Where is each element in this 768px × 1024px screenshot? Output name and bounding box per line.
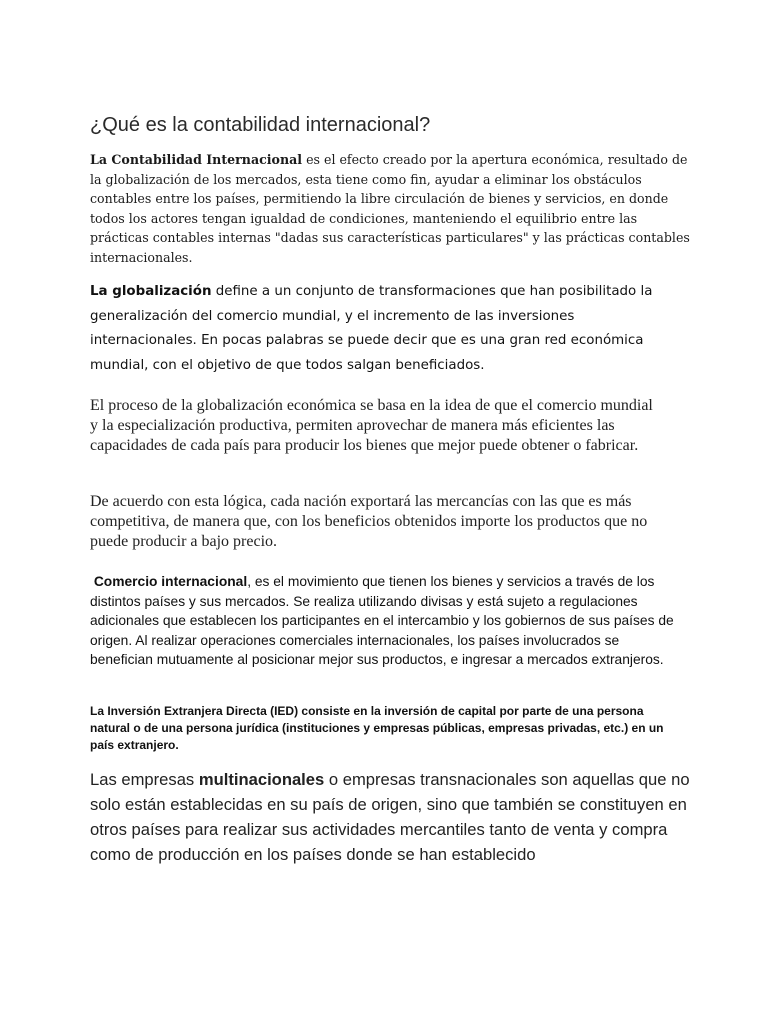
paragraph-inversion-extranjera: La Inversión Extranjera Directa (IED) consiste en la inversión de capital por parte de una persona natural o de una persona jurídica (instituciones y empresas públicas, empresas privadas, etc.) en un país extranjero. [90,704,664,752]
term-contabilidad-internacional: La Contabilidad Internacional [90,152,303,167]
paragraph-text: es el efecto creado por la apertura económica, resultado de la globalización de los mercados, esta tiene como fin, ayudar a eliminar los obstáculos contables entre los países, permitiendo la libre circulación de bienes y servicios, en donde todos los actores tengan igualdad de condiciones, manteniendo el equilibrio entre las prácticas contables internas "dadas sus características particulares" y las prácticas contables internacionales. [90,152,690,265]
page-title: ¿Qué es la contabilidad internacional? [90,114,431,136]
paragraph-multinacionales [90,767,690,867]
term-comercio-internacional: Comercio internacional [93,574,248,589]
paragraph-text-before: Las empresas [90,770,199,789]
paragraph-comercio-internacional [90,572,680,670]
term-globalizacion: La globalización [90,284,212,299]
paragraph-text: , es el movimiento que tienen los bienes y servicios a través de los distintos países y sus mercados. Se realiza utilizando divisas y está sujeto a regulaciones adicionales que establecen los participantes en el intercambio y los gobiernos de sus países de origen. Al realizar operaciones comerciales internacionales, los países involucrados se benefician mutuamente al posicionar mejor sus productos, e ingresar a mercados extranjeros. [90,574,674,667]
paragraph-text: define a un conjunto de transformaciones que han posibilitado la generalización del comercio mundial, y el incremento de las inversiones internacionales. En pocas palabras se puede decir que es una gran red económica mundial, con el objetivo de que todos salgan beneficiados. [90,284,653,373]
paragraph-proceso-globalizacion: El proceso de la globalización económica se basa en la idea de que el comercio mundial y la especialización productiva, permiten aprovechar de manera más eficientes las capacidades de cada país para producir los bienes que mejor puede obtener o fabricar. [90,397,653,454]
term-multinacionales: multinacionales [198,770,325,789]
paragraph-logica-exportacion: De acuerdo con esta lógica, cada nación exportará las mercancías con las que es más competitiva, de manera que, con los beneficios obtenidos importe los productos que no puede producir a bajo precio. [90,493,648,550]
paragraph-contabilidad-internacional [90,150,690,267]
paragraph-globalizacion [90,280,680,378]
paragraph-text-after: o empresas transnacionales son aquellas que no solo están establecidas en su país de origen, sino que también se constituyen en otros países para realizar sus actividades mercantiles tanto de venta y compra como de producción en los países donde se han establecido [90,770,690,864]
